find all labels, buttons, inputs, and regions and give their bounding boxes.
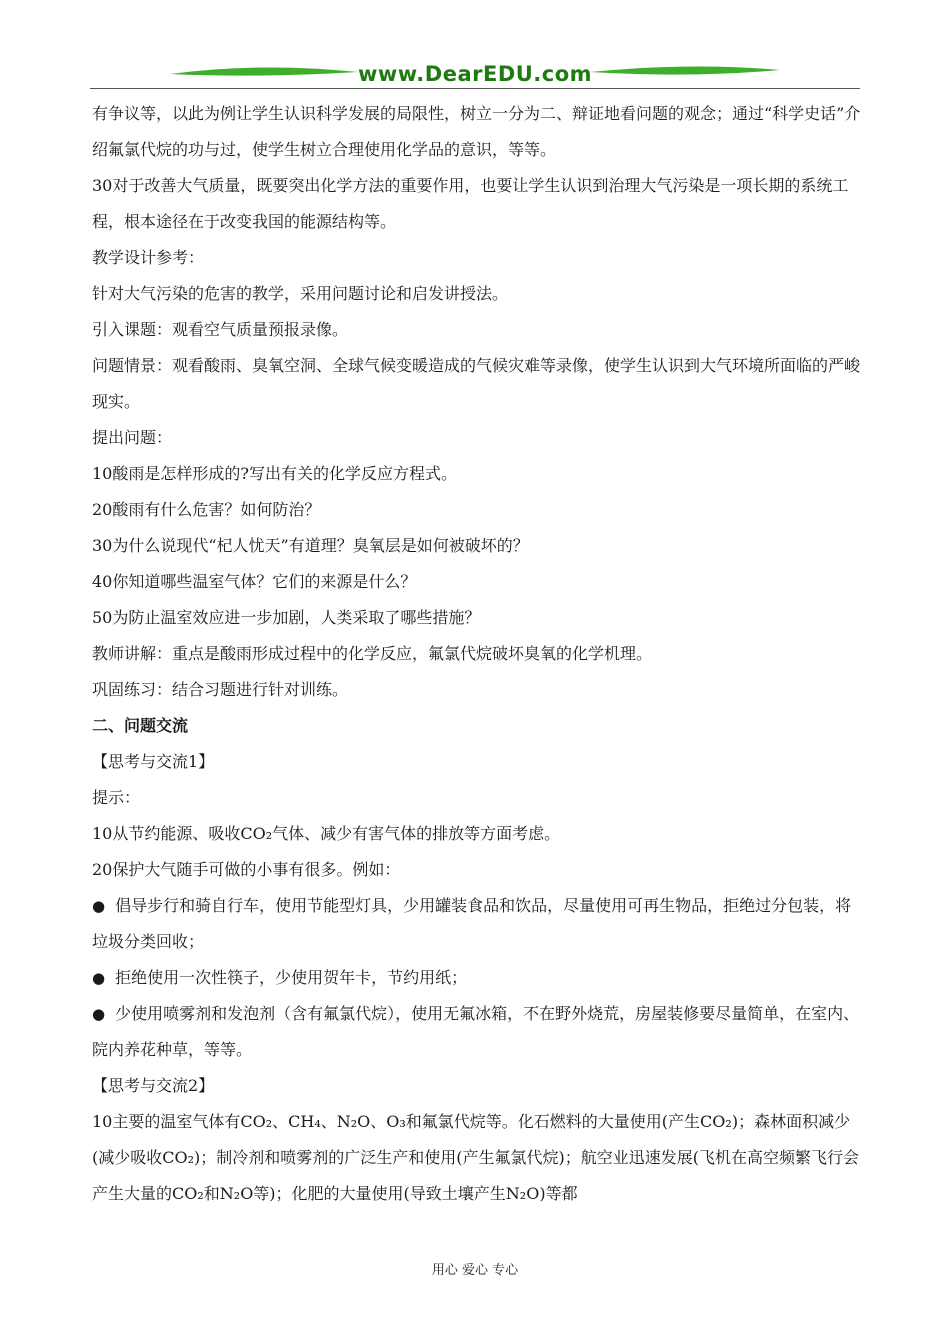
paragraph-scenario: 问题情景：观看酸雨、臭氧空洞、全球气候变暖造成的气候灾难等录像，使学生认识到大气环境所面临的严峻现实。	[92, 356, 861, 411]
bullet-dot: ●	[92, 969, 106, 987]
bullet-item-2	[92, 960, 862, 996]
question-1: 10酸雨是怎样形成的?写出有关的化学反应方程式。	[92, 464, 457, 483]
subheading-think-exchange-2: 【思考与交流2】	[92, 1076, 215, 1095]
bullet-dot: ●	[92, 1005, 106, 1023]
paragraph-practice: 巩固练习：结合习题进行针对训练。	[92, 680, 349, 699]
question-2: 20酸雨有什么危害？如何防治？	[92, 500, 321, 519]
paragraph-teaching-design: 教学设计参考：	[92, 248, 205, 267]
subheading-think-exchange-1: 【思考与交流1】	[92, 752, 215, 771]
question-3: 30为什么说现代“杞人忧天”有道理？臭氧层是如何被破坏的？	[92, 536, 529, 555]
paragraph-hint: 提示：	[92, 788, 141, 807]
site-url: www.DearEDU.com	[357, 62, 593, 86]
bullet-text: 少使用喷雾剂和发泡剂（含有氟氯代烷），使用无氟冰箱，不在野外烧荒，房屋装修要尽量简单，在室内、院内养花种草，等等。	[92, 1004, 860, 1059]
section-heading-exchange: 二、问题交流	[92, 716, 189, 735]
paragraph-1: 有争议等，以此为例让学生认识科学发展的局限性，树立一分为二、辩证地看问题的观念；通过“科学史话”介绍氟氯代烷的功与过，使学生树立合理使用化学品的意识，等等。	[92, 104, 861, 159]
bullet-text: 拒绝使用一次性筷子，少使用贺年卡，节约用纸；	[115, 968, 468, 987]
paragraph-greenhouse-gases: 10主要的温室气体有CO₂、CH₄、N₂O、O₃和氟氯代烷等。化石燃料的大量使用(产生CO₂)；森林面积减少(减少吸收CO₂)；制冷剂和喷雾剂的广泛生产和使用(产生氟氯代烷)；航空业迅速发展(飞机在高空频繁飞行会产生大量的CO₂和N₂O等)；化肥的大量使用(导致土壤产生N₂O)等都	[92, 1112, 859, 1203]
hint-item-2: 20保护大气随手可做的小事有很多。例如：	[92, 860, 401, 879]
paragraph-2: 30对于改善大气质量，既要突出化学方法的重要作用，也要让学生认识到治理大气污染是一项长期的系统工程，根本途径在于改变我国的能源结构等。	[92, 176, 849, 231]
paragraph-teacher-explanation: 教师讲解：重点是酸雨形成过程中的化学反应，氟氯代烷破坏臭氧的化学机理。	[92, 644, 653, 663]
bullet-item-1	[92, 888, 862, 960]
page-footer: 用心 爱心 专心	[431, 1263, 519, 1278]
question-5: 50为防止温室效应进一步加剧，人类采取了哪些措施？	[92, 608, 481, 627]
paragraph-intro: 引入课题：观看空气质量预报录像。	[92, 320, 349, 339]
page-header	[90, 58, 860, 92]
header-rule	[90, 88, 860, 89]
document-body	[92, 96, 862, 1212]
bullet-dot: ●	[92, 897, 106, 915]
paragraph-questions-heading: 提出问题：	[92, 428, 173, 447]
question-4: 40你知道哪些温室气体？它们的来源是什么？	[92, 572, 417, 591]
hint-item-1: 10从节约能源、吸收CO₂气体、减少有害气体的排放等方面考虑。	[92, 824, 561, 843]
bullet-text: 倡导步行和骑自行车，使用节能型灯具，少用罐装食品和饮品，尽量使用可再生物品，拒绝过分包装，将垃圾分类回收；	[92, 896, 852, 951]
paragraph-method: 针对大气污染的危害的教学，采用问题讨论和启发讲授法。	[92, 284, 509, 303]
bullet-item-3	[92, 996, 862, 1068]
